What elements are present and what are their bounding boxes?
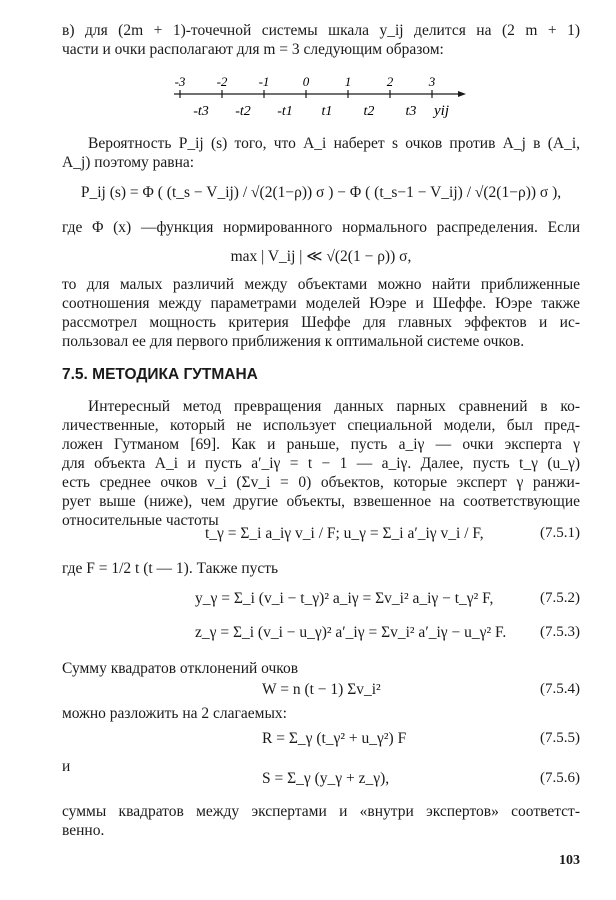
text-line: относительные частоты <box>62 512 219 529</box>
scale-bottom-label: -t1 <box>277 104 293 119</box>
scale-arrow <box>458 91 466 97</box>
text-line: где Φ (x) —функция нормированного нормального распределения. Если <box>62 219 580 236</box>
scale-top-label: -2 <box>216 74 228 89</box>
page-number: 103 <box>559 853 580 868</box>
equation-number: (7.5.3) <box>540 624 580 640</box>
text-line: для объекта A_i и пусть a′_iγ = t − 1 — a_iγ. Далее, пусть t_γ (u_γ) <box>62 455 580 472</box>
text-line: в) для (2m + 1)-точечной системы шкала y_ij делится на (2 m + 1) <box>62 22 580 39</box>
text-line: пользовал ее для первого приближения к оптимальной системе очков. <box>62 333 525 350</box>
equation-7-5-1: t_γ = Σ_i a_iγ v_i / F; u_γ = Σ_i a′_iγ v_i / F, <box>205 525 484 542</box>
scale-bottom-label: t3 <box>405 104 417 119</box>
equation-7-5-6: S = Σ_γ (y_γ + z_γ), <box>262 770 390 787</box>
scale-bottom-labels <box>193 104 416 119</box>
scale-bottom-label: -t2 <box>235 104 251 119</box>
scale-top-label: 0 <box>302 74 310 89</box>
text-line: личественные, который не использует специальной модели, был пред- <box>62 417 580 434</box>
text-line: Сумму квадратов отклонений очков <box>62 660 299 677</box>
scale-variable: yij <box>434 103 449 119</box>
equation-number: (7.5.5) <box>540 730 580 746</box>
text-line: есть среднее очков v_i (Σv_i = 0) объектов, которые эксперт γ ранжи- <box>62 474 580 491</box>
equation-number: (7.5.1) <box>540 525 580 541</box>
equation-7-5-3: z_γ = Σ_i (v_i − u_γ)² a′_iγ = Σv_i² a′_iγ − u_γ² F. <box>195 624 507 641</box>
text-line: части и очки располагают для m = 3 следующим образом: <box>62 41 444 58</box>
section-heading: 7.5. МЕТОДИКА ГУТМАНА <box>62 366 258 383</box>
text-line: ложен Гутманом [69]. Как и раньше, пусть a_iγ — очки эксперта γ <box>62 436 580 453</box>
text-line: Интересный метод превращения данных парных сравнений в ко- <box>88 398 580 415</box>
formula-max: max | V_ij | ≪ √(2(1 − ρ)) σ, <box>230 248 412 265</box>
formula-probability: P_ij (s) = Φ ( (t_s − V_ij) / √(2(1−ρ)) σ ) − Φ ( (t_s−1 − V_ij) / √(2(1−ρ)) σ ), <box>80 184 562 201</box>
text-line: где F = 1/2 t (t — 1). Также пусть <box>62 560 279 577</box>
equation-number: (7.5.2) <box>540 590 580 606</box>
text-line: суммы квадратов между экспертами и «внутри экспертов» соответст- <box>62 803 580 820</box>
equation-number: (7.5.4) <box>540 681 580 697</box>
text-line: Вероятность P_ij (s) того, что A_i наберет s очков против A_j в (A_i, <box>88 135 580 152</box>
text-line: и <box>62 758 71 775</box>
equation-7-5-2: y_γ = Σ_i (v_i − t_γ)² a_iγ = Σv_i² a_iγ − t_γ² F, <box>195 590 494 607</box>
scale-diagram <box>150 72 480 124</box>
scale-top-label: 3 <box>428 74 436 89</box>
text-line: то для малых различий между объектами можно найти приближенные <box>62 276 580 293</box>
equation-number: (7.5.6) <box>540 770 580 786</box>
scale-bottom-label: -t3 <box>193 104 209 119</box>
text-line: можно разложить на 2 слагаемых: <box>62 705 287 722</box>
scale-top-label: 1 <box>344 74 352 89</box>
scale-top-labels <box>175 74 436 89</box>
text-line: венно. <box>62 822 105 839</box>
scale-top-label: -3 <box>174 74 186 89</box>
equation-7-5-5: R = Σ_γ (t_γ² + u_γ²) F <box>262 730 407 747</box>
scale-top-label: 2 <box>386 74 394 89</box>
scale-top-label: -1 <box>258 74 270 89</box>
text-line: рассмотрел мощность критерия Шеффе для главных эффектов и ис- <box>62 314 580 331</box>
text-line: A_j) поэтому равна: <box>62 154 195 171</box>
text-line: рует выше (ниже), чем другие объекты, взвешенное на соответствующие <box>62 493 580 510</box>
text-line: соотношения между параметрами моделей Юэре и Шеффе. Юэре также <box>62 295 580 312</box>
equation-7-5-4: W = n (t − 1) Σv_i² <box>262 681 381 698</box>
scale-bottom-label: t1 <box>321 104 333 119</box>
scale-bottom-label: t2 <box>363 104 375 119</box>
